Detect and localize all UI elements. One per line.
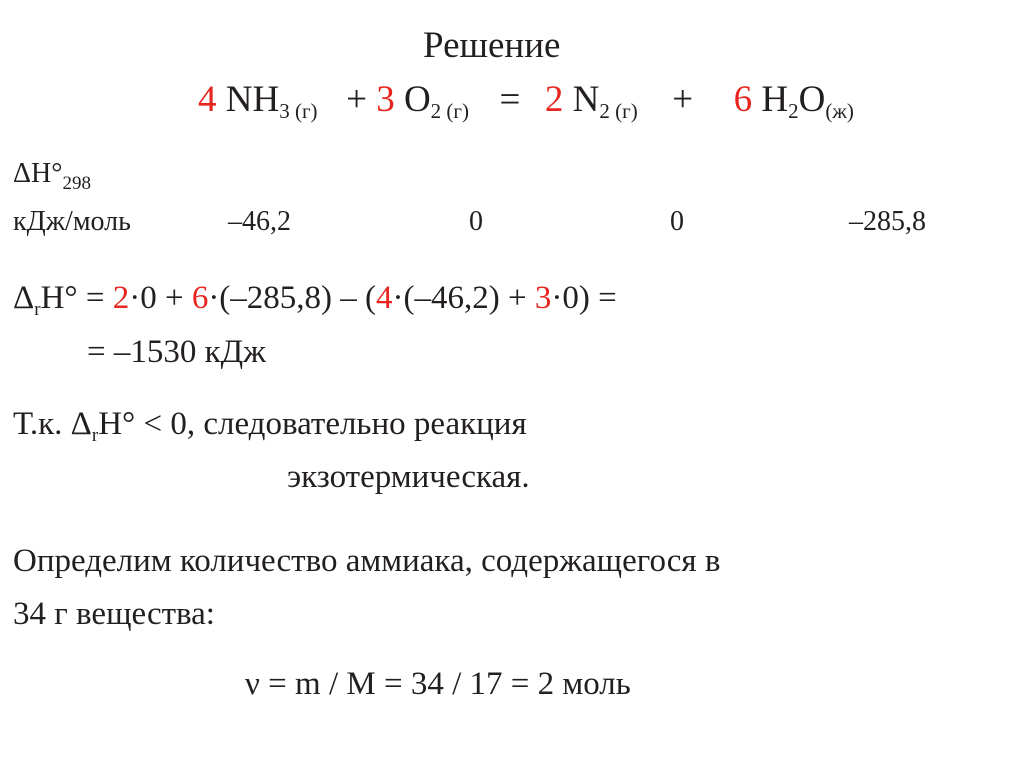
index-h2o: 2 [788, 99, 799, 123]
coefficient-h2o: 6 [733, 79, 753, 120]
calc-term-1: ·0 + [129, 280, 184, 316]
calculation-result: = –1530 кДж [87, 334, 266, 370]
enthalpy-value-nh3: –46,2 [228, 206, 291, 237]
calc-term-3: ·(–46,2) + [392, 280, 527, 316]
conclusion-exothermic: экзотермическая. [287, 459, 530, 495]
coefficient-n2: 2 [544, 79, 564, 120]
delta-symbol: Δ [70, 406, 92, 442]
reaction-subscript: r [91, 425, 99, 446]
formula-nh3: NH [225, 79, 280, 120]
enthalpy-symbol: ΔH° [13, 158, 63, 189]
amount-formula: ν = m / M = 34 / 17 = 2 моль [245, 666, 631, 702]
formula-h2o-h: H [761, 79, 789, 120]
calc-term-4: ·0) = [551, 280, 617, 316]
calc-coefficient-1: 2 [112, 280, 130, 316]
state-nh3: 3 (г) [279, 99, 318, 123]
state-o2: 2 (г) [430, 99, 470, 123]
solution-title: Решение [423, 25, 561, 66]
conclusion-line [13, 406, 527, 446]
ammonia-question-line1: Определим количество аммиака, содержащегося в [13, 543, 721, 579]
enthalpy-value-h2o: –285,8 [849, 206, 926, 237]
calc-coefficient-2: 6 [191, 280, 209, 316]
calc-coefficient-4: 3 [534, 280, 552, 316]
enthalpy-unit: кДж/моль [13, 206, 131, 237]
formula-o2: O [403, 79, 431, 120]
state-h2o: (ж) [825, 99, 854, 123]
enthalpy-temperature: 298 [62, 173, 91, 194]
plus-sign: + [346, 79, 367, 120]
reaction-subscript: r [34, 299, 41, 320]
delta-symbol: Δ [13, 280, 35, 316]
enthalpy-equals: H° = [40, 280, 105, 316]
coefficient-nh3: 4 [198, 79, 217, 120]
plus-sign: + [672, 79, 694, 120]
conclusion-text: H° < 0, следовательно реакция [98, 406, 527, 442]
enthalpy-value-n2: 0 [670, 206, 684, 237]
formula-h2o-o: O [798, 79, 826, 120]
reaction-enthalpy-calculation [13, 280, 617, 320]
conclusion-prefix: Т.к. [13, 406, 63, 442]
equals-sign: = [499, 79, 521, 120]
state-n2: 2 (г) [599, 99, 638, 123]
formula-n2: N [572, 79, 600, 120]
reaction-equation [198, 79, 854, 123]
calc-coefficient-3: 4 [376, 280, 393, 316]
enthalpy-label [13, 158, 91, 194]
ammonia-question-line2: 34 г вещества: [13, 596, 215, 632]
calc-term-2: ·(–285,8) – ( [208, 280, 377, 316]
enthalpy-value-o2: 0 [469, 206, 483, 237]
coefficient-o2: 3 [376, 79, 395, 120]
